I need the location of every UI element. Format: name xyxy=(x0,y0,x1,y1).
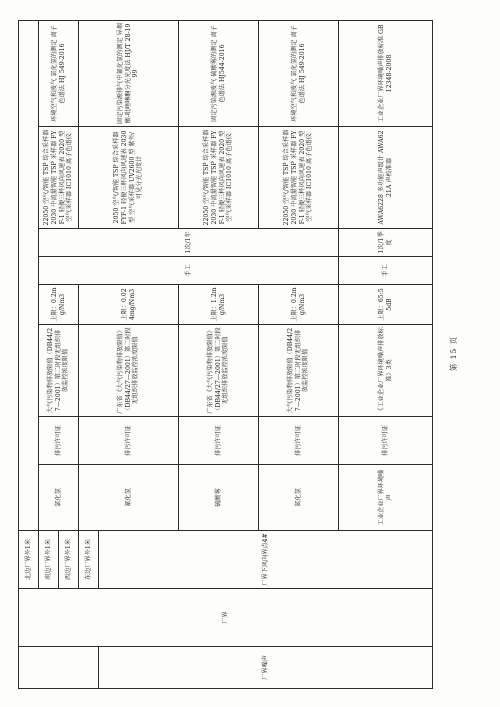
standard-cell: 大气污染物排放限值（DB44/27—2001）第二时段无组织排放监控浓度限值 xyxy=(259,325,339,417)
method-cell: 环境空气和废气 氯化氢的测定 离子色谱法 HJ 549-2016 xyxy=(259,21,339,127)
basis-cell: 排污许可证 xyxy=(259,417,339,465)
category-cell xyxy=(19,647,99,689)
limit-cell: 上限：0.024mg/Nm3 xyxy=(79,285,179,325)
mode-cell: 手工 xyxy=(339,257,433,285)
pollutant-cell: 工业企业厂界环境噪声 xyxy=(339,465,433,531)
site-cell: 厂界下风向界点4# xyxy=(99,531,433,589)
frequency-cell: 1次/1年 xyxy=(39,229,339,257)
group-cell: 厂界 xyxy=(19,589,433,647)
equipment-cell: 22050 空气/智能 TSP 综合采样器 2030 中流量智能 TSP 采样器 FYF-1 轻便三杯风向风速表 2020 型 空气采样器 IC1010 离子色谱仪 xyxy=(39,127,79,229)
pollutant-cell: 氮化氢 xyxy=(259,465,339,531)
method-cell: 工业企业厂界环境噪声排放标准 GB 12348-2008 xyxy=(339,21,433,127)
pollutant-cell: 硫酸雾 xyxy=(179,465,259,531)
method-cell: 固定污染源废气 硫酸雾的测定 离子色谱法 HJ544-2016 xyxy=(179,21,259,127)
frequency-cell: 1次/1季度 xyxy=(339,229,433,257)
limit-cell: 上限：0.2mg/Nm3 xyxy=(39,285,79,325)
table-row xyxy=(79,21,99,689)
table-row xyxy=(39,21,59,689)
site-cell: 东边厂界外1米 xyxy=(79,531,99,589)
pollutant-cell: 氰化氢 xyxy=(79,465,179,531)
standard-cell: 广东省《大气污染物排放限值》（DB44/27—2001）第二时段无组织排放监控浓度限值 xyxy=(179,325,259,417)
standard-cell: 大气污染物排放限值（DB44/27—2001）第二时段无组织排放监控浓度限值 xyxy=(39,325,79,417)
standard-cell: 广东省《大气污染物排放限值》（DB44/27—2001）第二时段无组织排放监控浓度限值 xyxy=(79,325,179,417)
site-cell: 北边厂界外1米 xyxy=(19,531,39,589)
limit-cell: 上限：0.2mg/Nm3 xyxy=(259,285,339,325)
pollutant-cell: 氯化氢 xyxy=(39,465,79,531)
equipment-cell: 22050 空气/智能 TSP 综合采样器 2030 中流量智能 TSP 采样器 FYF-1 轻便三杯风向风速表 2020 型 空气采样器 IC1010 离子色谱仪 xyxy=(259,127,339,229)
basis-cell: 排污许可证 xyxy=(39,417,79,465)
monitoring-table xyxy=(18,20,433,689)
table-row xyxy=(19,21,39,689)
basis-cell: 排污许可证 xyxy=(179,417,259,465)
standard-cell: 《工业企业厂界环境噪声排放标准》3类 xyxy=(339,325,433,417)
equipment-cell: AWA6228 多功能声级计 AWA6221A 声校准器 xyxy=(339,127,433,229)
limit-cell: 上限：65:55dB xyxy=(339,285,433,325)
site-cell: 南边厂界外1米 xyxy=(39,531,59,589)
category-cell: 厂界噪声 xyxy=(99,647,433,689)
site-cell: 西边厂界外1米 xyxy=(59,531,79,589)
basis-cell: 排污许可证 xyxy=(339,417,433,465)
equipment-cell: 22050 空气/智能 TSP 综合采样器 2030 中流量智能 TSP 采样器 FYF-1 轻便三杯风向风速表 2020 型 空气采样器 IC1010 离子色谱仪 xyxy=(179,127,259,229)
page-number: 第 15 页 xyxy=(449,335,458,372)
mode-cell: 手工 xyxy=(39,257,339,285)
limit-cell: 上限：1.2mg/Nm3 xyxy=(179,285,259,325)
equipment-cell: 2050 空气/智能 TSP 综合采样器 FYF-1 轻便三杯风向风速表 2030 型 空气采样器 UV2600 型 紫外/可见分光光度计 xyxy=(79,127,179,229)
basis-cell: 排污许可证 xyxy=(79,417,179,465)
method-cell: 固定污染源排气中氰化氢的测定 异烟酸-吡唑啉酮分光光度法 HJ/T 28-1999 xyxy=(79,21,179,127)
method-cell: 环境空气和废气 氯化氢的测定 离子色谱法 HJ 549-2016 xyxy=(39,21,79,127)
empty-cells xyxy=(19,21,39,531)
